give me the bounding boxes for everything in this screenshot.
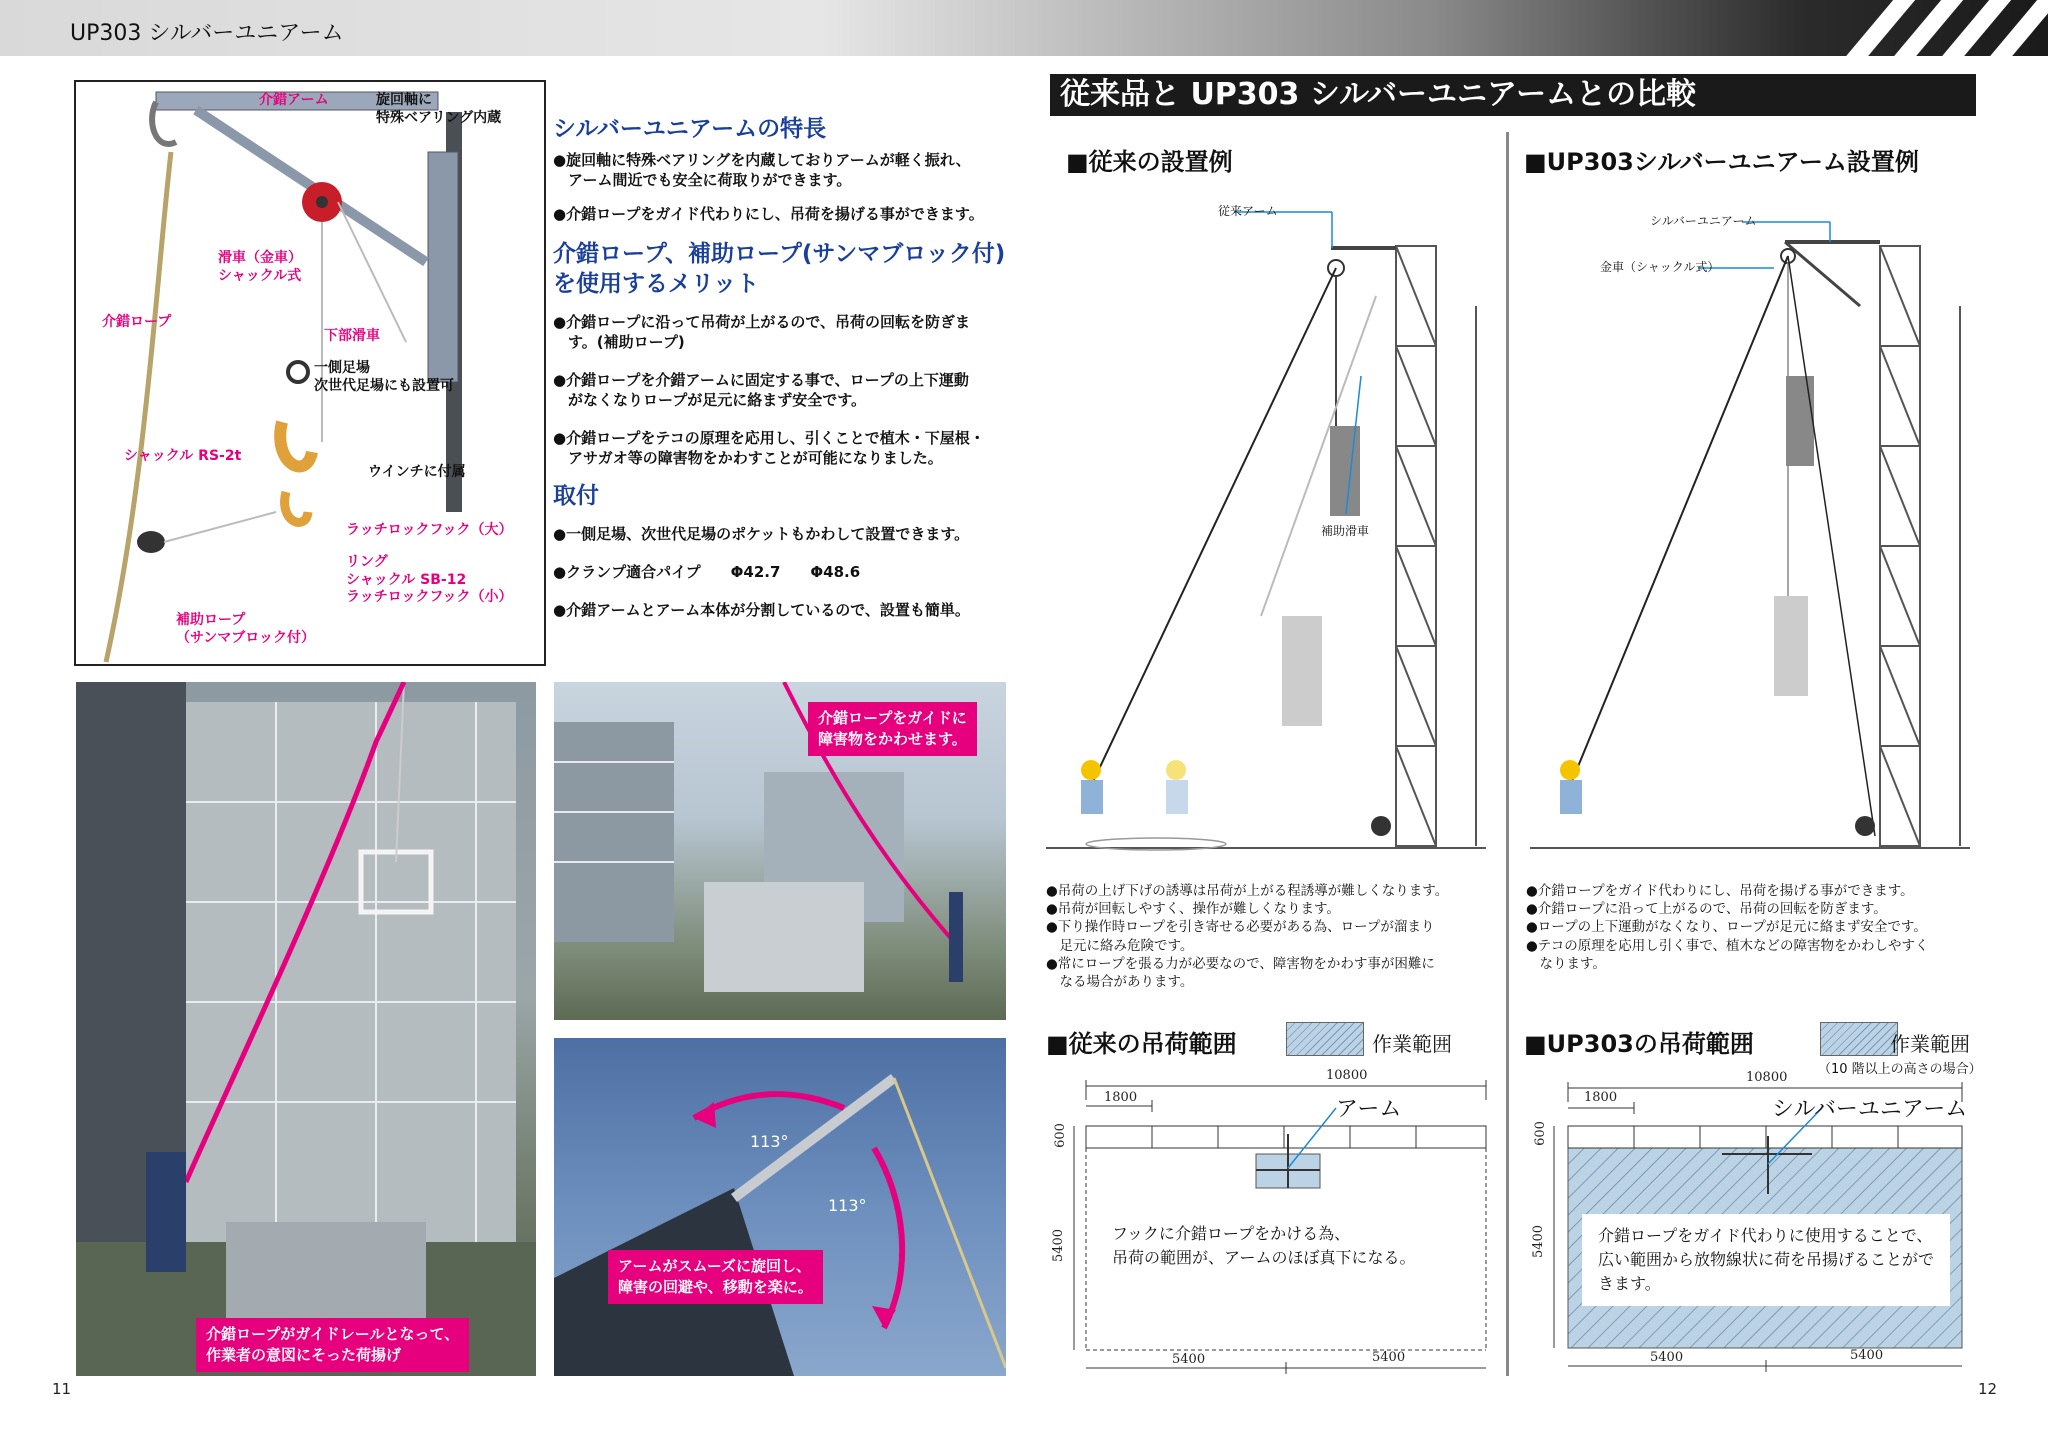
legend-swatch-right (1820, 1022, 1898, 1056)
up303-installation-graphic (1530, 196, 1970, 866)
column-divider (1506, 132, 1509, 1376)
conventional-heading: ■従来の設置例 (1066, 148, 1233, 176)
page-number-left: 11 (52, 1380, 72, 1398)
photo-building-graphic (76, 682, 536, 1376)
dim-seg-right: 1800 (1584, 1090, 1618, 1105)
label-winch: ウインチに付属 (368, 464, 466, 480)
feature-bullet-6: ●一側足場、次世代足場のポケットもかわして設置できます。 (553, 525, 970, 543)
feature-heading-2: 介錯ロープ、補助ロープ(サンマブロック付) を使用するメリット (553, 241, 1006, 297)
conventional-note: ●常にロープを張る力が必要なので、障害物をかわす事が困難に なる場合があります。 (1046, 955, 1435, 991)
legend-label-right: 作業範囲 (1890, 1032, 1970, 1056)
dim-h5400-right: 5400 (1531, 1224, 1547, 1259)
up303-arm-range-label: シルバーユニアーム (1772, 1097, 1968, 1122)
conventional-range-heading: ■従来の吊荷範囲 (1046, 1030, 1237, 1058)
legend-label-left: 作業範囲 (1372, 1032, 1452, 1056)
up303-note: ●ロープの上下運動がなくなり、ロープが足元に絡まず安全です。 (1526, 919, 1927, 936)
conventional-note: ●下り操作時ロープを引き寄せる必要がある為、ロープが溜まり 足元に絡み危険です。 (1046, 919, 1435, 954)
product-diagram (74, 80, 546, 666)
conventional-note: ●吊荷が回転しやすく、操作が難しくなります。 (1046, 901, 1340, 918)
label-pulley: 滑車（金車） シャックル式 (218, 250, 302, 284)
feature-heading-3: 取付 (553, 483, 599, 509)
dim-total-left: 10800 (1326, 1068, 1368, 1083)
conventional-arm-range-label: アーム (1336, 1097, 1402, 1122)
up303-range-heading: ■UP303の吊荷範囲 (1524, 1030, 1754, 1058)
angle-label-2: 113° (828, 1196, 867, 1215)
dim-half-left-2: 5400 (1372, 1350, 1406, 1365)
dim-seg-left: 1800 (1104, 1090, 1138, 1105)
legend-swatch-left (1286, 1022, 1364, 1056)
label-latch-large: ラッチロックフック（大） (346, 522, 513, 538)
up303-range-figure (1522, 1070, 1972, 1384)
dim-total-right: 10800 (1746, 1070, 1788, 1085)
dim-h600-right: 600 (1532, 1121, 1548, 1146)
label-aux-rope: 補助ロープ （サンマブロック付） (176, 612, 316, 646)
photo-caption-1: 介錯ロープがガイドレールとなって、 作業者の意図にそった荷揚げ (196, 1318, 469, 1372)
dim-half-right-2: 5400 (1850, 1348, 1884, 1363)
up303-heading: ■UP303シルバーユニアーム設置例 (1524, 148, 1919, 176)
page-number-right: 12 (1978, 1380, 1998, 1398)
feature-bullet-5: ●介錯ロープをテコの原理を応用し、引くことで植木・下屋根・ アサガオ等の障害物をかわすことが可能になりました。 (553, 429, 985, 468)
up303-arm-label: シルバーユニアーム (1650, 214, 1757, 228)
up303-pulley-label: 金車（シャックル式） (1600, 260, 1720, 274)
label-lower-pulley: 下部滑車 (324, 328, 380, 344)
dim-h600-left: 600 (1052, 1123, 1068, 1148)
label-pivot: 旋回軸に 特殊ベアリング内蔵 (376, 92, 502, 126)
up303-range-text: 介錯ロープをガイド代わりに使用することで、 広い範囲から放物線状に荷を吊揚げることがで きます。 (1582, 1214, 1950, 1306)
up303-notes (1526, 882, 1928, 973)
feature-bullet-4: ●介錯ロープを介錯アームに固定する事で、ロープの上下運動 がなくなりロープが足元に絡まず安全です。 (553, 371, 969, 410)
conventional-range-figure (1046, 1064, 1496, 1380)
conventional-arm-label: 従来アーム (1218, 204, 1278, 218)
angle-label-1: 113° (750, 1132, 789, 1151)
feature-bullet-3: ●介錯ロープに沿って吊荷が上がるので、吊荷の回転を防ぎま す。(補助ロープ) (553, 313, 971, 352)
label-ring-group: リング シャックル SB-12 ラッチロックフック（小） (346, 554, 513, 605)
feature-heading-1: シルバーユニアームの特長 (553, 116, 827, 142)
dim-half-right-1: 5400 (1650, 1350, 1684, 1365)
photo-scaffold-guide (554, 682, 1006, 1020)
conventional-note: ●吊荷の上げ下げの誘導は吊荷が上がる程誘導が難しくなります。 (1046, 883, 1449, 899)
photo-caption-3: アームがスムーズに旋回し、 障害の回避や、移動を楽に。 (608, 1250, 823, 1304)
up303-installation-figure (1530, 196, 1970, 866)
feature-bullet-8: ●介錯アームとアーム本体が分割しているので、設置も簡単。 (553, 601, 970, 619)
conventional-installation-graphic (1046, 196, 1486, 866)
label-arm: 介錯アーム (259, 92, 329, 108)
dim-half-left-1: 5400 (1172, 1352, 1206, 1367)
photo-arm-graphic (554, 1038, 1006, 1376)
header-title: UP303 シルバーユニアーム (70, 21, 344, 46)
label-rope: 介錯ロープ (102, 314, 172, 330)
photo-arm-swing (554, 1038, 1006, 1376)
feature-bullet-7: ●クランプ適合パイプ Φ42.7 Φ48.6 (553, 563, 861, 581)
photo-caption-2: 介錯ロープをガイドに 障害物をかわせます。 (808, 702, 977, 756)
conventional-pulley-label: 補助滑車 (1321, 524, 1370, 538)
up303-note: ●介錯ロープをガイド代わりにし、吊荷を揚げる事ができます。 (1526, 883, 1914, 899)
feature-bullet-1: ●旋回軸に特殊ベアリングを内蔵しておりアームが軽く振れ、 アーム間近でも安全に荷取りができます。 (553, 151, 971, 190)
dim-h5400-left: 5400 (1051, 1228, 1067, 1263)
conventional-installation-figure (1046, 196, 1486, 866)
label-scaffold: 一側足場 次世代足場にも設置可 (314, 360, 454, 394)
conventional-range-text: フックに介錯ロープをかける為、 吊荷の範囲が、アームのほぼ真下になる。 (1096, 1212, 1432, 1280)
legend-note-right: （10 階以上の高さの場合） (1818, 1062, 1982, 1077)
compare-title: 従来品と UP303 シルバーユニアームとの比較 (1050, 74, 1976, 116)
conventional-notes (1046, 882, 1448, 991)
up303-note: ●介錯ロープに沿って上がるので、吊荷の回転を防ぎます。 (1526, 901, 1887, 918)
photo-building-lift (76, 682, 536, 1376)
up303-note: ●テコの原理を応用し引く事で、植木などの障害物をかわしやすく なります。 (1526, 937, 1929, 972)
label-shackle-rs: シャックル RS-2t (124, 448, 242, 464)
feature-bullet-2: ●介錯ロープをガイド代わりにし、吊荷を揚げる事ができます。 (553, 205, 984, 223)
